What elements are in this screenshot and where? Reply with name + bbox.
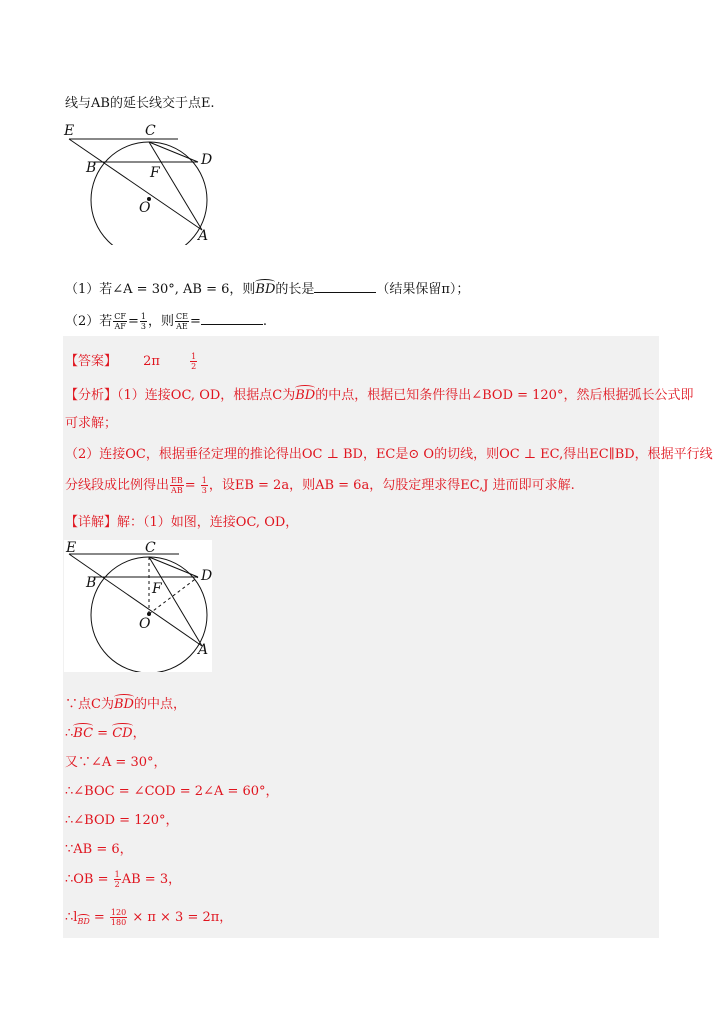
figure-2-background — [64, 540, 212, 672]
step-2: ∴BC = CD， — [65, 726, 146, 741]
answer-tag: 【答案】 — [65, 354, 118, 369]
detail-line — [65, 511, 298, 530]
analysis-tag: 【分析】 — [65, 388, 118, 403]
label-E: E — [64, 123, 75, 139]
q1-arc: BD — [255, 282, 276, 297]
answer-value-1: 2π — [143, 354, 160, 369]
q2-mid: ，则 — [147, 314, 174, 329]
step-4: ∴∠BOC = ∠COD = 2∠A = 60°， — [65, 784, 279, 799]
q2-frac-cf-af: $\frac{CF}{AF}$ — [114, 312, 126, 331]
analysis-line-1: 【分析】（1）连接OC, OD，根据点C为BD的中点，根据已知条件得出∠BOD = 120°，然后根据弧长公式即 — [65, 388, 694, 403]
q2-eq2: = — [189, 314, 201, 329]
label-A: A — [198, 642, 209, 658]
detail-tag: 【详解】 — [65, 515, 118, 530]
step-3: 又∵∠A = 30°， — [65, 755, 167, 770]
answer-value-2: $\frac{1}{2}$ — [191, 352, 197, 371]
analysis-line-3: （2）连接OC，根据垂径定理的推论得出OC ⊥ BD，EC是⊙ O的切线，则OC ⊥ EC,得出EC∥BD，根据平行线 — [65, 447, 713, 462]
chord-CD — [149, 142, 198, 162]
answer-line — [65, 350, 198, 371]
analysis-line-2: 可求解； — [65, 416, 118, 431]
analysis-line-4: 分线段成比例得出 $\frac{EB}{AB}$ = $\frac{1}{3}$ ，设EB = 2a，则AB = 6a，勾股定理求得EC,J 进而即可求解. — [65, 476, 575, 495]
question-2 — [65, 310, 267, 331]
q1-suffix: （结果保留π）； — [376, 282, 470, 297]
step-1: ∵点C为BD的中点， — [65, 697, 186, 712]
analysis-frac-1-3: $\frac{1}{3}$ — [201, 476, 207, 495]
detail-text: 解：（1）如图，连接OC, OD， — [117, 515, 299, 530]
q2-suffix: . — [262, 314, 267, 329]
label-D: D — [201, 152, 213, 168]
step-5: ∴∠BOD = 120°， — [65, 813, 179, 828]
q2-prefix: （2）若 — [65, 314, 113, 329]
label-B: B — [86, 575, 97, 591]
step-8: ∴lBD = $\frac{120}{180}$ × π × 3 = 2π， — [65, 908, 233, 927]
label-F: F — [150, 165, 160, 181]
label-B: B — [86, 160, 97, 176]
label-C: C — [145, 540, 156, 556]
label-A: A — [198, 228, 209, 244]
label-O: O — [139, 200, 151, 216]
question-1 — [65, 278, 469, 297]
line-CA — [149, 142, 202, 230]
label-E: E — [66, 540, 77, 556]
label-O: O — [139, 616, 151, 632]
label-D: D — [201, 568, 212, 584]
intro-text: 线与AB的延长线交于点E. — [65, 96, 215, 111]
analysis-frac-eb-ab: $\frac{EB}{AB}$ — [171, 476, 183, 495]
q2-eq: = — [127, 314, 139, 329]
step-7-frac: $\frac{1}{2}$ — [114, 870, 120, 889]
label-F: F — [152, 581, 162, 597]
q2-frac-1-3: $\frac{1}{3}$ — [140, 312, 146, 331]
q2-frac-ce-ae: $\frac{CE}{AE}$ — [175, 312, 188, 331]
q1-prefix: （1）若∠A = 30°, AB = 6，则 — [65, 282, 256, 297]
step-6: ∵AB = 6， — [65, 842, 133, 857]
step-8-frac: $\frac{120}{180}$ — [110, 908, 127, 927]
label-C: C — [145, 123, 156, 139]
q2-blank — [201, 314, 263, 325]
circle-figure-2 — [64, 540, 212, 672]
circle-figure-1 — [60, 120, 230, 245]
step-7: ∴OB = $\frac{1}{2}$ AB = 3， — [65, 870, 182, 889]
q1-blank — [314, 282, 376, 293]
q1-mid: 的长是 — [275, 282, 315, 297]
